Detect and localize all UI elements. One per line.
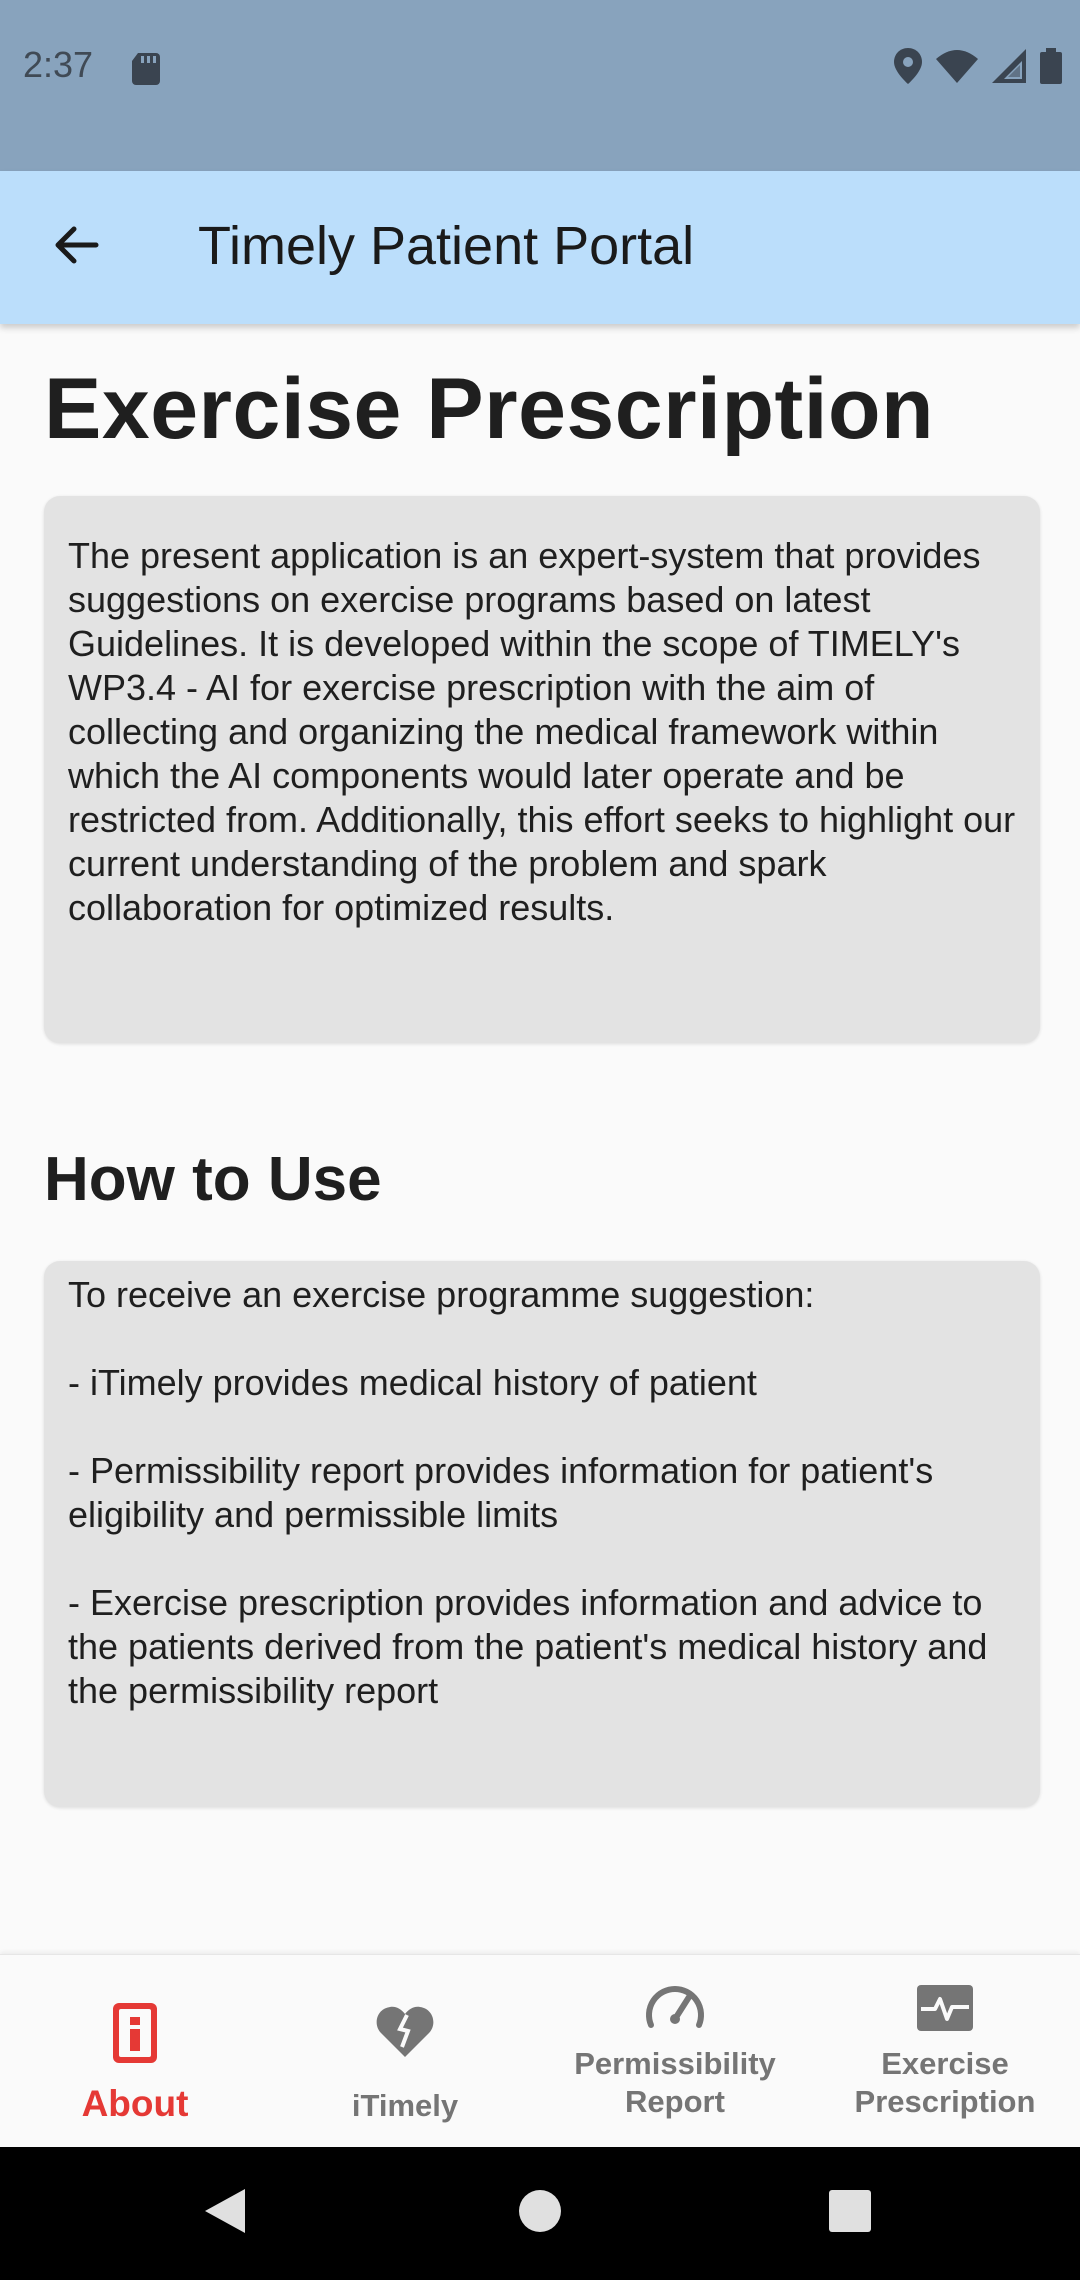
location-icon xyxy=(894,48,922,89)
nav-item-permissibility-report[interactable] xyxy=(540,1955,810,2148)
wifi-icon xyxy=(936,49,978,88)
how-to-use-card: To receive an exercise programme suggestion: - iTimely provides medical history of patient - Permissibility report provides information for patient's eligibility and permissible limits - Exercise prescription provides information and advice to the patients derived from the patient's medical history and the permissibility report xyxy=(44,1261,1040,1807)
triangle-back-icon xyxy=(205,2189,245,2238)
app-title: Timely Patient Portal xyxy=(198,216,695,276)
status-bar xyxy=(0,0,1080,171)
nav-item-itimely[interactable] xyxy=(270,1955,540,2148)
page-title: Exercise Prescription xyxy=(44,361,935,457)
nav-label-exercise-prescription: Exercise Prescription xyxy=(854,2046,1036,2119)
system-back-button[interactable] xyxy=(189,2177,261,2249)
status-time: 2:37 xyxy=(23,44,94,85)
broken-heart-icon xyxy=(376,2005,434,2062)
circle-home-icon xyxy=(519,2190,561,2237)
arrow-back-icon xyxy=(52,221,100,274)
nav-label-itimely: iTimely xyxy=(351,2088,459,2123)
app-bar xyxy=(0,171,1080,324)
how-to-use-title: How to Use xyxy=(44,1145,382,1214)
status-icons xyxy=(894,48,1062,89)
nav-item-about[interactable] xyxy=(0,1955,270,2148)
battery-icon xyxy=(1040,48,1062,89)
info-icon xyxy=(113,2003,157,2068)
about-card: The present application is an expert-system that provides suggestions on exercise programs based on latest Guidelines. It is developed within the scope of TIMELY's WP3.4 - AI for exercise prescription with the aim of collecting and organizing the medical framework within which the AI components would later operate and be restricted from. Additionally, this effort seeks to highlight our current understanding of the problem and spark collaboration for optimized results. xyxy=(44,496,1040,1043)
nav-label-about: About xyxy=(81,2083,189,2124)
speedometer-icon xyxy=(645,1985,705,2034)
system-nav-bar xyxy=(0,2147,1080,2280)
system-home-button[interactable] xyxy=(504,2177,576,2249)
heart-monitor-icon xyxy=(917,1985,973,2036)
bottom-nav xyxy=(0,1954,1080,2148)
back-button[interactable] xyxy=(36,207,116,287)
square-recents-icon xyxy=(829,2190,871,2237)
sd-card-icon xyxy=(132,53,160,90)
cell-signal-icon xyxy=(992,49,1026,88)
main-content[interactable] xyxy=(0,324,1080,1954)
system-recents-button[interactable] xyxy=(814,2177,886,2249)
nav-item-exercise-prescription[interactable] xyxy=(810,1955,1080,2148)
nav-label-permissibility-report: Permissibility Report xyxy=(574,2046,776,2119)
